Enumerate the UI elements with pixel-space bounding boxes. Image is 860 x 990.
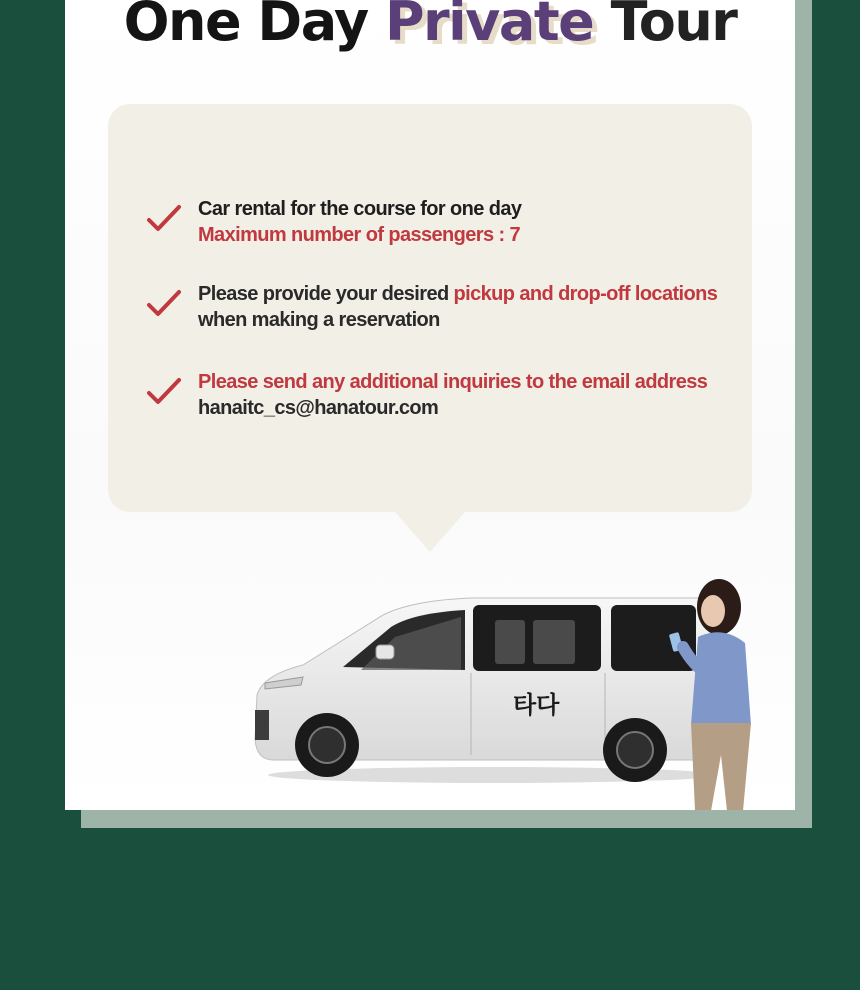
page-title	[65, 0, 795, 53]
check-icon	[146, 204, 182, 234]
van-and-woman-image	[243, 565, 795, 810]
promo-card	[65, 0, 795, 810]
van-illustration	[243, 565, 795, 810]
info-item-line1: Car rental for the course for one day	[198, 198, 522, 220]
van-logo: 타다	[513, 691, 560, 719]
info-item-line2: when making a reservation	[198, 309, 440, 331]
info-item-line1: Please send any additional inquiries to the email address	[198, 371, 708, 393]
title-part2: Tour	[593, 0, 737, 53]
check-icon	[146, 289, 182, 319]
email-address[interactable]: hanaitc_cs@hanatour.com	[198, 397, 439, 419]
title-highlight: Private	[384, 0, 594, 53]
pickup-highlight: pickup and drop-off locations	[453, 283, 718, 305]
pickup-prefix: Please provide your desired	[198, 283, 454, 305]
speech-pointer	[395, 512, 465, 552]
info-box	[108, 104, 752, 512]
info-item-line1	[198, 281, 717, 307]
title-part1: One Day	[123, 0, 385, 53]
info-item-line2: Maximum number of passengers : 7	[198, 224, 521, 246]
check-icon	[146, 377, 182, 407]
